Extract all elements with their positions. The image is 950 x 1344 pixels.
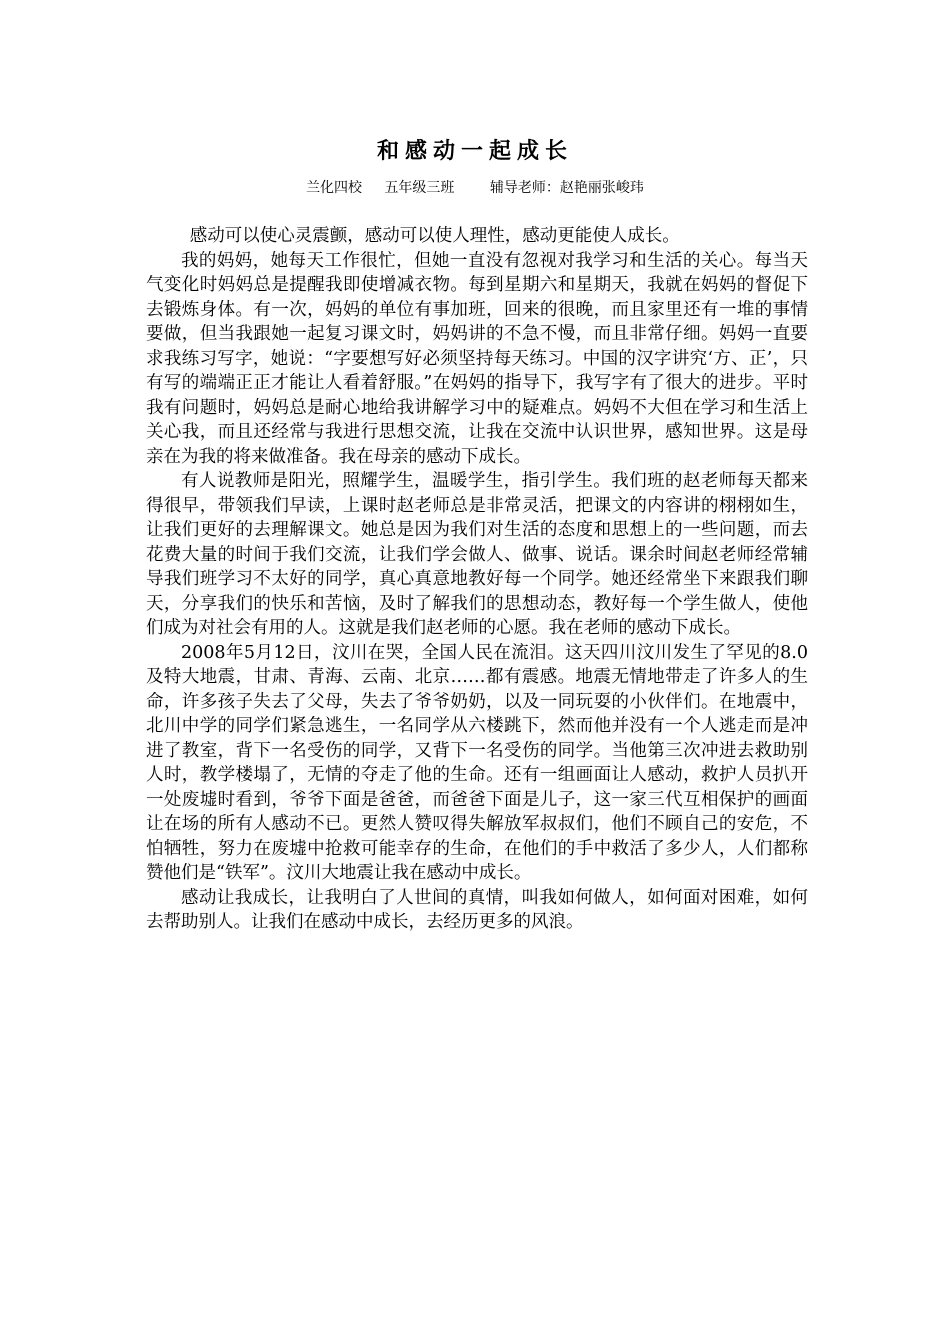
paragraph-conclusion: 感动让我成长，让我明白了人世间的真情，叫我如何做人，如何面对困难，如何去帮助别人。让我们在感动中成长，去经历更多的风浪。 bbox=[146, 887, 808, 932]
document-byline: 兰化四校 五年级三班 辅导老师：赵艳丽张峻玮 bbox=[306, 180, 644, 196]
paragraph-teacher: 有人说教师是阳光，照耀学生，温暖学生，指引学生。我们班的赵老师每天都来得很早，带领我们早读，上课时赵老师总是非常灵活，把课文的内容讲的栩栩如生，让我们更好的去理解课文。她总是因为我们对生活的态度和思想上的一些问题，而去花费大量的时间于我们交流，让我们学会做人、做事、说话。课余时间赵老师经常辅导我们班学习不太好的同学，真心真意地教好每一个同学。她还经常坐下来跟我们聊天，分享我们的快乐和苦恼，及时了解我们的思想动态，教好每一个学生做人，使他们成为对社会有用的人。这就是我们赵老师的心愿。我在老师的感动下成长。 bbox=[146, 471, 808, 638]
document-title: 和感动一起成长 bbox=[376, 138, 573, 164]
paragraph-earthquake: 2008年5月12日，汶川在哭，全国人民在流泪。这天四川汶川发生了罕见的8.0及特大地震，甘肃、青海、云南、北京……都有震感。地震无情地带走了许多人的生命，许多孩子失去了父母，失去了爷爷奶奶，以及一同玩耍的小伙伴们。在地震中，北川中学的同学们紧急逃生，一名同学从六楼跳下，然而他并没有一个人逃走而是冲进了教室，背下一名受伤的同学，又背下一名受伤的同学。当他第三次冲进去救助别人时，教学楼塌了，无情的夺走了他的生命。还有一组画面让人感动，救护人员扒开一处废墟时看到，爷爷下面是爸爸，而爸爸下面是儿子，这一家三代互相保护的画面让在场的所有人感动不已。更然人赞叹得失解放军叔叔们，他们不顾自己的安危，不怕牺牲，努力在废墟中抢救可能幸存的生命，在他们的手中救活了多少人，人们都称赞他们是“铁军”。汶川大地震让我在感动中成长。 bbox=[146, 642, 808, 883]
document-body bbox=[146, 224, 808, 935]
paragraph-mother: 我的妈妈，她每天工作很忙，但她一直没有忽视对我学习和生活的关心。每当天气变化时妈妈总是提醒我即使增减衣物。每到星期六和星期天，我就在妈妈的督促下去锻炼身体。有一次，妈妈的单位有事加班，回来的很晚，而且家里还有一堆的事情要做，但当我跟她一起复习课文时，妈妈讲的不急不慢，而且非常仔细。妈妈一直要求我练习写字，她说：“字要想写好必须坚持每天练习。中国的汉字讲究‘方、正’，只有写的端端正正才能让人看着舒服。”在妈妈的指导下，我写字有了很大的进步。平时我有问题时，妈妈总是耐心地给我讲解学习中的疑难点。妈妈不大但在学习和生活上关心我，而且还经常与我进行思想交流，让我在交流中认识世界，感知世界。这是母亲在为我的将来做准备。我在母亲的感动下成长。 bbox=[146, 250, 808, 467]
paragraph-intro: 感动可以使心灵震颤，感动可以使人理性，感动更能使人成长。 bbox=[189, 226, 680, 246]
